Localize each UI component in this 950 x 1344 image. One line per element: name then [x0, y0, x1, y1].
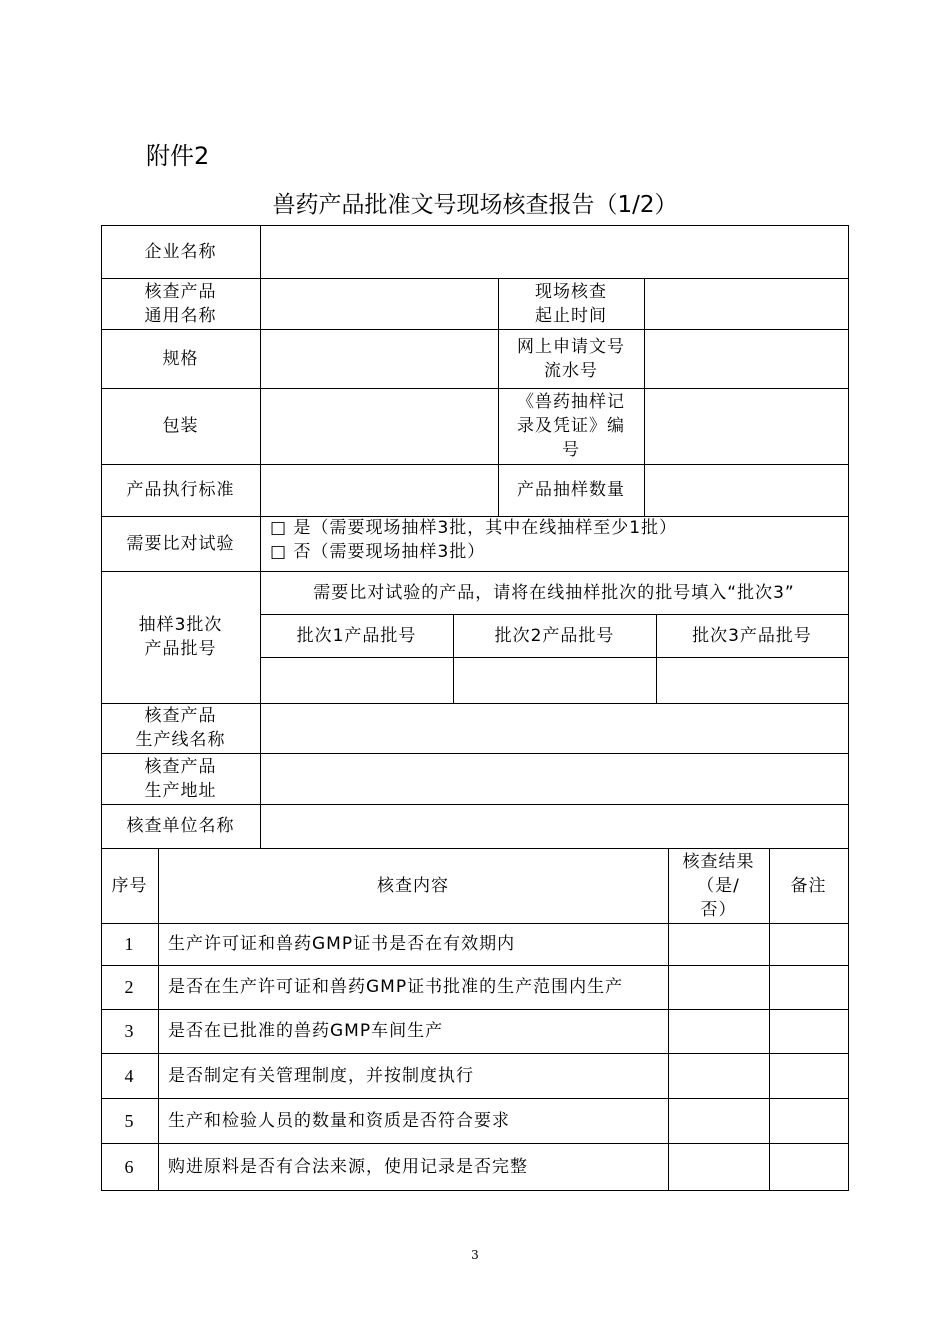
product-standard-label: 产品执行标准 [126, 480, 235, 500]
product-generic-name-label [101, 278, 260, 329]
row-remark-field[interactable] [769, 1053, 848, 1098]
specification-label: 规格 [162, 348, 199, 369]
online-serial-field[interactable] [644, 329, 848, 388]
production-address-line: 生产地址 [144, 780, 217, 801]
page-title: 兽药产品批准文号现场核查报告（1/2） [272, 192, 678, 218]
batch-3-header: 批次3产品批号 [692, 625, 812, 646]
row-number: 2 [124, 977, 135, 997]
comparison-yes-checkbox[interactable]: □ 是（需要现场抽样3批，其中在线抽样至少1批） [270, 518, 678, 538]
sampling-record-line: 《兽药抽样记 [517, 392, 625, 412]
row-content: 购进原料是否有合法来源，使用记录是否完整 [168, 1156, 528, 1177]
batch-3-field[interactable] [656, 657, 848, 703]
batch-2-header: 批次2产品批号 [494, 625, 615, 646]
comparison-test-options [260, 516, 848, 571]
online-serial-label [498, 329, 644, 388]
row-remark-field[interactable] [769, 1009, 848, 1053]
inspection-period-line: 起止时间 [535, 305, 607, 326]
result-header-line: 否） [700, 899, 737, 920]
remark-header: 备注 [790, 875, 827, 896]
production-line-label [101, 703, 260, 753]
production-address-label [101, 753, 260, 804]
batch-1-header: 批次1产品批号 [296, 625, 417, 646]
inspection-period-label [498, 278, 644, 329]
inspection-period-line: 现场核查 [535, 281, 607, 302]
product-generic-name-line: 核查产品 [144, 281, 217, 302]
sample-quantity-field[interactable] [644, 464, 848, 516]
inspection-period-field[interactable] [644, 278, 848, 329]
seq-header: 序号 [111, 875, 148, 896]
row-content: 是否在生产许可证和兽药GMP证书批准的生产范围内生产 [168, 977, 624, 997]
production-line-line: 核查产品 [144, 706, 217, 726]
production-line-line: 生产线名称 [135, 730, 226, 750]
row-number: 1 [124, 934, 135, 954]
production-line-field[interactable] [260, 703, 848, 753]
row-content: 是否制定有关管理制度，并按制度执行 [168, 1065, 474, 1086]
batches-label-line: 产品批号 [144, 639, 217, 659]
row-remark-field[interactable] [769, 923, 848, 965]
batch-2-field[interactable] [453, 657, 656, 703]
row-remark-field[interactable] [769, 1098, 848, 1143]
result-header-line: （是/ [697, 875, 740, 896]
batches-note: 需要比对试验的产品，请将在线抽样批次的批号填入“批次3” [313, 582, 795, 603]
result-header-line: 核查结果 [682, 851, 755, 872]
row-number: 3 [124, 1021, 135, 1041]
sampling-record-line: 录及凭证》编 [517, 416, 625, 436]
row-content: 是否在已批准的兽药GMP车间生产 [168, 1021, 444, 1041]
result-header [668, 848, 769, 923]
comparison-no-checkbox[interactable]: □ 否（需要现场抽样3批） [270, 542, 486, 562]
batches-label-line: 抽样3批次 [138, 615, 223, 635]
sampling-record-no-label [498, 388, 644, 464]
row-remark-field[interactable] [769, 965, 848, 1009]
inspector-unit-label: 核查单位名称 [126, 816, 235, 836]
sample-quantity-label: 产品抽样数量 [517, 480, 625, 500]
product-generic-name-field[interactable] [260, 278, 498, 329]
comparison-test-label: 需要比对试验 [126, 533, 235, 554]
row-number: 4 [124, 1065, 135, 1086]
batch-1-field[interactable] [260, 657, 453, 703]
specification-field[interactable] [260, 329, 498, 388]
product-generic-name-line: 通用名称 [144, 305, 217, 326]
company-name-label: 企业名称 [144, 241, 217, 262]
page-number: 3 [471, 1248, 479, 1262]
attachment-label: 附件2 [146, 142, 210, 170]
row-result-field[interactable] [668, 923, 769, 965]
sampling-record-no-field[interactable] [644, 388, 848, 464]
row-result-field[interactable] [668, 1098, 769, 1143]
online-serial-line: 网上申请文号 [517, 336, 625, 357]
row-result-field[interactable] [668, 1053, 769, 1098]
row-number: 6 [124, 1156, 135, 1177]
row-result-field[interactable] [668, 1143, 769, 1190]
production-address-field[interactable] [260, 753, 848, 804]
packaging-label: 包装 [162, 416, 199, 436]
company-name-field[interactable] [260, 225, 848, 278]
product-standard-field[interactable] [260, 464, 498, 516]
row-content: 生产和检验人员的数量和资质是否符合要求 [168, 1110, 510, 1131]
content-header: 核查内容 [377, 875, 449, 896]
sampling-record-line: 号 [562, 440, 580, 460]
online-serial-line: 流水号 [544, 360, 598, 381]
batches-label [101, 571, 260, 703]
packaging-field[interactable] [260, 388, 498, 464]
row-number: 5 [124, 1110, 135, 1131]
row-remark-field[interactable] [769, 1143, 848, 1190]
row-result-field[interactable] [668, 965, 769, 1009]
inspector-unit-field[interactable] [260, 804, 848, 848]
production-address-line: 核查产品 [144, 756, 217, 777]
row-result-field[interactable] [668, 1009, 769, 1053]
row-content: 生产许可证和兽药GMP证书是否在有效期内 [168, 934, 516, 954]
